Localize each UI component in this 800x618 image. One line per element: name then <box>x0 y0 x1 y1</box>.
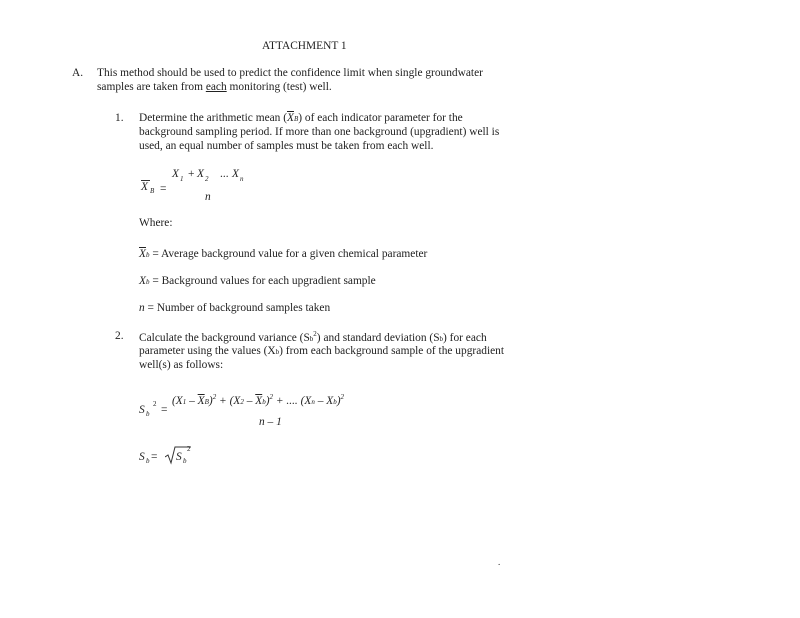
formula-mean-equals: = <box>160 183 167 195</box>
formula-variance-xbn-sub: b <box>333 397 337 406</box>
formula-stddev-lhs: S <box>139 451 145 463</box>
section-a-line2-pre: samples are taken from <box>97 81 206 93</box>
where-label: Where: <box>139 217 173 229</box>
formula-variance-equals: = <box>161 404 168 416</box>
formula-mean-num-plus: + <box>188 168 195 180</box>
formula-variance-minus1: – <box>186 394 198 407</box>
where-def3 <box>139 303 330 314</box>
formula-variance-close1: ) <box>208 394 213 407</box>
formula-variance-sqn: 2 <box>340 393 345 401</box>
formula-stddev-rad-var: S <box>176 451 182 463</box>
item1-line1-var: $\overline{X}$ <box>287 112 294 124</box>
formula-mean-num-x2: X <box>197 168 204 180</box>
formula-variance-lhs: S <box>139 404 145 416</box>
formula-variance-fraction-bar <box>170 410 370 411</box>
where-def2-text: = Background values for each upgradient sample <box>149 275 376 287</box>
where-def3-var: n <box>139 302 145 314</box>
formula-mean-fraction-bar <box>170 186 248 187</box>
item2-line1 <box>139 331 487 344</box>
formula-mean-num-x1-sub: 1 <box>180 175 184 183</box>
formula-mean-num-x1: X <box>172 168 179 180</box>
item2-line2-sub: b <box>275 348 280 356</box>
item1-line1 <box>139 113 463 124</box>
where-def2-sub: b <box>145 278 150 286</box>
formula-variance-xb2-sub: b <box>262 397 266 406</box>
formula-mean-den: n <box>205 191 211 203</box>
formula-variance-minus2: – <box>243 394 256 407</box>
formula-variance-xbn: X <box>326 394 334 407</box>
where-def1-var: $\overline{X}$ <box>139 248 146 260</box>
formula-mean-num-xn-sub: n <box>240 175 244 183</box>
where-def2 <box>139 276 376 287</box>
formula-variance-t2-sub: 2 <box>240 397 244 406</box>
footer-mark: . <box>498 557 501 567</box>
formula-variance-lhs-sup: 2 <box>153 400 157 408</box>
item2-line2-pre: parameter using the values (X <box>139 345 276 357</box>
formula-stddev-rad-sub: b <box>183 457 187 465</box>
item1-line1-pre: Determine the arithmetic mean ( <box>139 112 288 124</box>
page-title: ATTACHMENT 1 <box>262 40 347 52</box>
item1-line1-post: ) of each indicator parameter for the <box>298 112 463 124</box>
formula-stddev-lhs-sub: b <box>146 457 150 465</box>
item2-line1-sup1: 2 <box>313 330 317 338</box>
item2-line3: well(s) as follows: <box>139 359 224 371</box>
formula-mean-num-xn: X <box>232 168 239 180</box>
formula-variance-t1: (X <box>172 394 183 407</box>
formula-mean-lhs-sub: B <box>150 187 155 195</box>
item1-line2: background sampling period. If more than one background (upgradient) well is <box>139 126 500 138</box>
formula-variance-den: n – 1 <box>259 416 282 428</box>
section-a-line2-post: monitoring (test) well. <box>226 81 332 93</box>
formula-variance-dots: + .... (X <box>273 394 312 407</box>
section-a-line2-underlined: each <box>205 81 227 93</box>
formula-variance-lhs-sub: b <box>146 410 150 418</box>
item1-line3: used, an equal number of samples must be taken from each well. <box>139 140 434 152</box>
formula-variance-sq2: 2 <box>269 393 273 401</box>
section-a-line1: This method should be used to predict the confidence limit when single groundwater <box>97 67 483 79</box>
formula-variance-t1-sub: 1 <box>182 397 187 406</box>
formula-variance-xb1: $\overline{X}$ <box>197 394 205 407</box>
formula-variance-numerator <box>172 394 344 407</box>
where-def3-text: = Number of background samples taken <box>144 302 331 314</box>
item2-line1-post: ) for each <box>443 331 487 344</box>
item1-line1-sub: B <box>293 115 299 123</box>
item2-line1-mid: ) and standard deviation (S <box>316 331 440 344</box>
formula-stddev-equals: = <box>151 451 158 463</box>
formula-mean-num-x2-sub: 2 <box>205 175 209 183</box>
formula-variance-tn-sub: n <box>311 397 315 406</box>
formula-mean-lhs-var: X <box>141 181 148 193</box>
item2-line1-sub1: b <box>309 334 314 343</box>
item2-line1-sub2: b <box>439 334 444 343</box>
section-a-label: A. <box>72 67 84 79</box>
formula-stddev-rad-sup: 2 <box>187 445 191 453</box>
where-def2-var: X <box>139 275 146 287</box>
item2-line2-post: ) from each background sample of the upgradient <box>279 345 505 357</box>
formula-variance-closen: ) <box>336 394 341 407</box>
formula-variance-close2: ) <box>265 394 270 407</box>
item1-number: 1. <box>115 112 124 124</box>
item2-line2 <box>139 346 504 357</box>
formula-variance-plus1: + (X <box>216 394 241 407</box>
formula-variance-xb1-sub: B <box>204 397 209 406</box>
where-def1-text: = Average background value for a given chemical parameter <box>149 248 428 260</box>
item2-line1-pre: Calculate the background variance (S <box>139 331 310 344</box>
where-def1-sub: b <box>145 251 150 259</box>
item2-number: 2. <box>115 330 124 342</box>
section-a-line2 <box>97 82 332 93</box>
formula-mean-num-dots: ... <box>220 168 229 180</box>
formula-variance-minusn: – <box>314 394 327 407</box>
where-def1 <box>139 249 427 260</box>
formula-variance-xb2: $\overline{X}$ <box>255 394 263 407</box>
formula-variance-sq1: 2 <box>212 393 217 401</box>
